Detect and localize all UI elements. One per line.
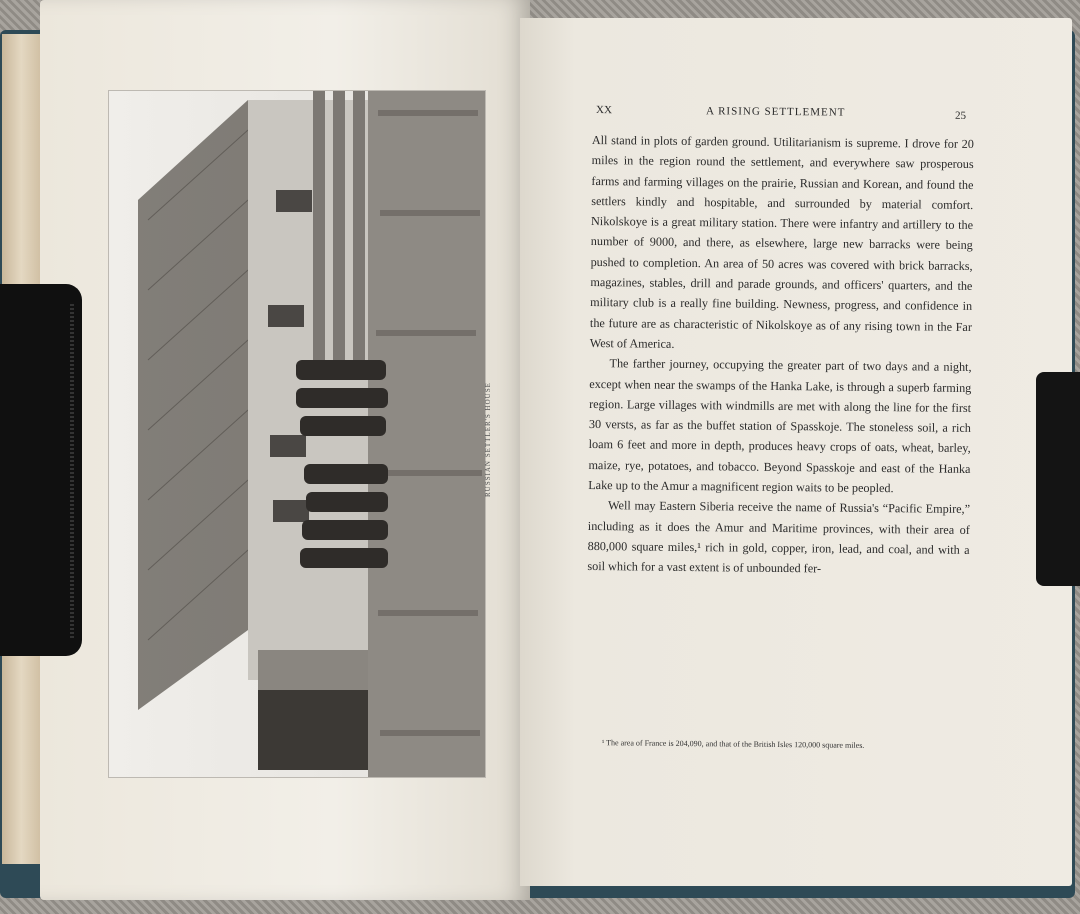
page-number: 25 — [954, 109, 967, 122]
footnote: ¹ The area of France is 204,090, and that of the British Isles 120,000 square miles. — [601, 738, 865, 750]
chapter-number: XX — [595, 104, 612, 117]
paragraph-2: The farther journey, occupying the greater part of two days and a night, except when near the swamps of the Hanka Lake, is through a superb farming region. Large villages with windmills are met with along the line for the first 30 versts, as far as the buffet station of Spasskoje. The stoneless soil, a rich loam 6 feet and more in depth, produces heavy crops of oats, wheat, barley, maize, rye, potatoes, and tobacco. Beyond Spasskoje and east of the Hanka Lake up to the Amur a magnificent region waits to be peopled. — [588, 356, 972, 496]
zipper — [70, 302, 74, 638]
settler-house-illustration — [108, 90, 486, 778]
paragraph-1: All stand in plots of garden ground. Utilitarianism is supreme. I drove for 20 miles in the region round the settlement, and everywhere saw prosperous farms and farming villages on the prairie, Russian and Korean, and found the settlers kindly and hospitable, and surrounded by material comfort. Nikolskoye is a great military station. There were infantry and artillery to the number of 9000, and there, as elsewhere, large new barracks were being pushed to completion. An area of 50 acres was covered with brick barracks, magazines, stables, drill and parade grounds, and officers' quarters, and the military club is a really fine building. Newness, progress, and confidence in the future are as characteristic of Nikolskoye as of any rising town in the Far West of America. — [589, 132, 974, 351]
black-case — [0, 284, 82, 656]
plate-photograph — [108, 90, 486, 778]
body-text — [586, 130, 974, 734]
paragraph-3: Well may Eastern Siberia receive the name of Russia's “Pacific Empire,” including as it does the Amur and Maritime provinces, with their area of 880,000 square miles,¹ rich in gold, copper, iron, lead, and coal, and with a soil which for a vast extent is of unbounded fer- — [587, 498, 971, 576]
plate-caption: RUSSIAN SETTLER'S HOUSE — [484, 382, 492, 498]
running-title: A RISING SETTLEMENT — [705, 105, 846, 119]
black-clip — [1036, 372, 1080, 586]
